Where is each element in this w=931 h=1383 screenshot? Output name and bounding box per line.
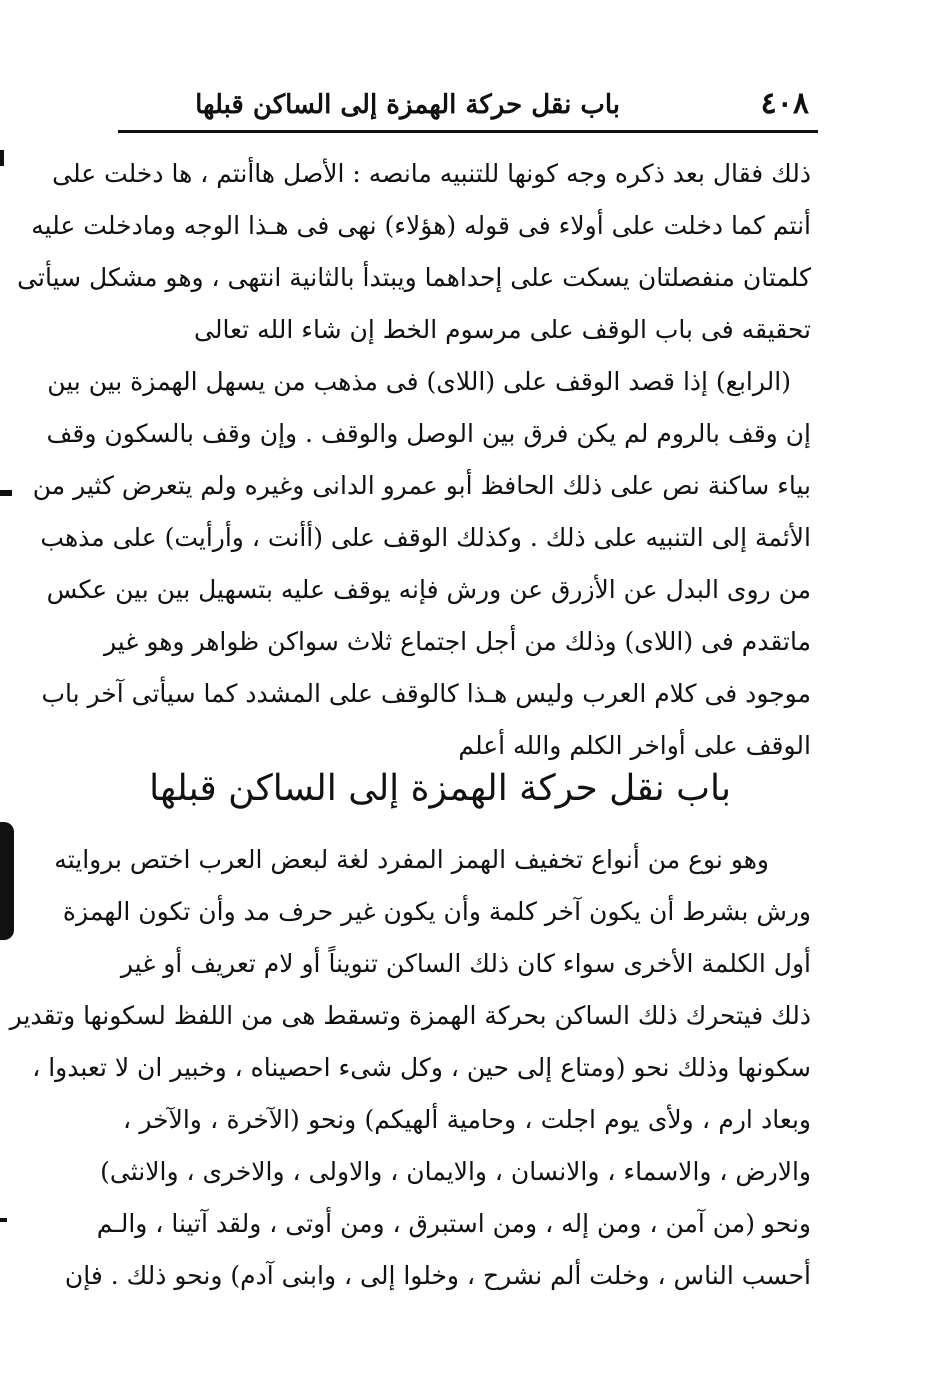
header-rule bbox=[118, 130, 818, 133]
text-line: ورش بشرط أن يكون آخر كلمة وأن يكون غير حرف مد وأن تكون الهمزة bbox=[62, 897, 811, 926]
text-line: وبعاد ارم ، ولأى يوم اجلت ، وحامية ألهيكم) ونحو (الآخرة ، والآخر ، bbox=[123, 1105, 811, 1134]
scan-edge-mark bbox=[0, 822, 14, 940]
scan-edge-mark bbox=[0, 150, 4, 166]
running-header bbox=[120, 82, 815, 126]
text-line: ونحو (من آمن ، ومن إله ، ومن استبرق ، ومن أوتى ، ولقد آتينا ، والـم bbox=[96, 1209, 811, 1238]
paragraph-1 bbox=[17, 148, 811, 356]
text-line: (الرابع) إذا قصد الوقف على (اللاى) فى مذهب من يسهل الهمزة بين بين bbox=[47, 367, 791, 396]
page-number: ٤٠٨ bbox=[760, 86, 809, 121]
scan-edge-mark bbox=[0, 1218, 7, 1222]
text-line: والارض ، والاسماء ، والانسان ، والايمان ، والاولى ، والاخرى ، والانثى) bbox=[100, 1157, 811, 1186]
text-line: ذلك فقال بعد ذكره وجه كونها للتنبيه مانصه : الأصل هاأنتم ، ها دخلت على bbox=[52, 159, 811, 188]
text-line: أول الكلمة الأخرى سواء كان ذلك الساكن تنويناً أو لام تعريف أو غير bbox=[120, 949, 811, 978]
text-line: أحسب الناس ، وخلت ألم نشرح ، وخلوا إلى ، وابنى آدم) ونحو ذلك . فإن bbox=[64, 1261, 811, 1290]
text-line: موجود فى كلام العرب وليس هـذا كالوقف على المشدد كما سيأتى آخر باب bbox=[41, 679, 811, 708]
text-line: ذلك فيتحرك ذلك الساكن بحركة الهمزة وتسقط هى من اللفظ لسكونها وتقدير bbox=[9, 1001, 811, 1030]
text-line: سكونها وذلك نحو (ومتاع إلى حين ، وكل شىء احصيناه ، وخبير ان لا تعبدوا ، bbox=[32, 1053, 811, 1082]
text-line: بياء ساكنة نص على ذلك الحافظ أبو عمرو الدانى وغيره ولم يتعرض كثير من bbox=[32, 471, 811, 500]
text-line: أنتم كما دخلت على أولاء فى قوله (هؤلاء) نهى فى هـذا الوجه ومادخلت عليه bbox=[31, 211, 811, 240]
scan-edge-mark bbox=[0, 490, 12, 496]
running-title: باب نقل حركة الهمزة إلى الساكن قبلها bbox=[195, 90, 620, 120]
text-line: ماتقدم فى (اللاى) وذلك من أجل اجتماع ثلاث سواكن ظواهر وهو غير bbox=[103, 627, 811, 656]
text-line: من روى البدل عن الأزرق عن ورش فإنه يوقف عليه بتسهيل بين بين عكس bbox=[46, 575, 811, 604]
text-line: كلمتان منفصلتان يسكت على إحداهما ويبتدأ بالثانية انتهى ، وهو مشكل سيأتى bbox=[17, 263, 811, 292]
text-line: الوقف على أواخر الكلم والله أعلم bbox=[458, 731, 811, 760]
chapter-heading: باب نقل حركة الهمزة إلى الساكن قبلها bbox=[149, 768, 731, 809]
text-line: وهو نوع من أنواع تخفيف الهمز المفرد لغة لبعض العرب اختص بروايته bbox=[54, 845, 769, 874]
text-line: إن وقف بالروم لم يكن فرق بين الوصل والوقف . وإن وقف بالسكون وقف bbox=[46, 419, 811, 448]
paragraph-3 bbox=[9, 834, 811, 1302]
text-line: تحقيقه فى باب الوقف على مرسوم الخط إن شاء الله تعالى bbox=[194, 315, 811, 344]
paragraph-2 bbox=[32, 356, 811, 772]
text-line: الأئمة إلى التنبيه على ذلك . وكذلك الوقف على (أأنت ، وأرأيت) على مذهب bbox=[40, 523, 811, 552]
